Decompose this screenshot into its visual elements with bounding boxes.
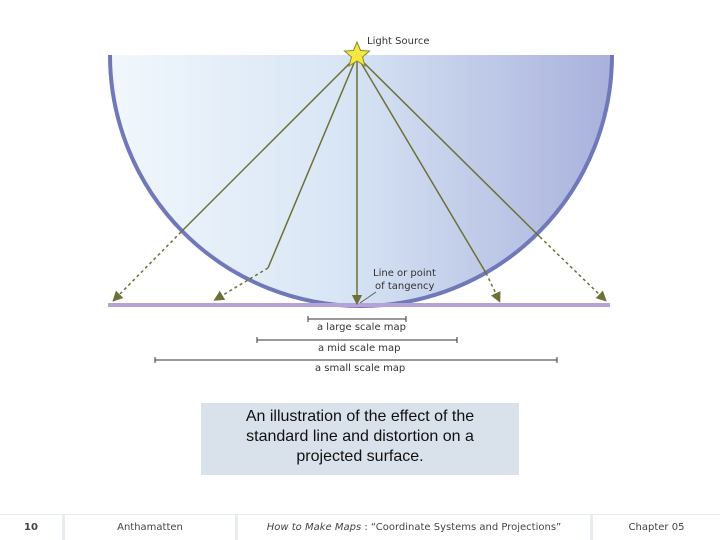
- small-scale-label: a small scale map: [315, 363, 406, 374]
- mid-scale-label: a mid scale map: [318, 343, 401, 354]
- page-number: 10: [24, 522, 38, 533]
- light-source-label: Light Source: [367, 36, 430, 47]
- footer-title-rest: : “Coordinate Systems and Projections”: [361, 522, 562, 533]
- footer-title-italic: How to Make Maps: [266, 522, 362, 533]
- large-scale-label: a large scale map: [317, 322, 406, 333]
- tangency-label-line2: of tangency: [375, 281, 435, 292]
- footer-title: [238, 515, 590, 540]
- caption-line-2: standard line and distortion on a: [246, 428, 474, 445]
- ray-far-left-dashed: [116, 232, 181, 298]
- footer-author: Anthamatten: [117, 522, 183, 533]
- slide-footer: [0, 515, 720, 540]
- footer-chapter: Chapter 05: [628, 522, 685, 533]
- caption-line-1: An illustration of the effect of the: [245, 408, 475, 425]
- tangency-label-line1: Line or point: [373, 268, 436, 279]
- figure-caption: [201, 403, 519, 475]
- ray-far-right-dashed: [540, 237, 603, 298]
- caption-line-3: projected surface.: [296, 448, 424, 465]
- globe-hemisphere: [110, 55, 612, 306]
- ray-right-dashed: [486, 273, 498, 298]
